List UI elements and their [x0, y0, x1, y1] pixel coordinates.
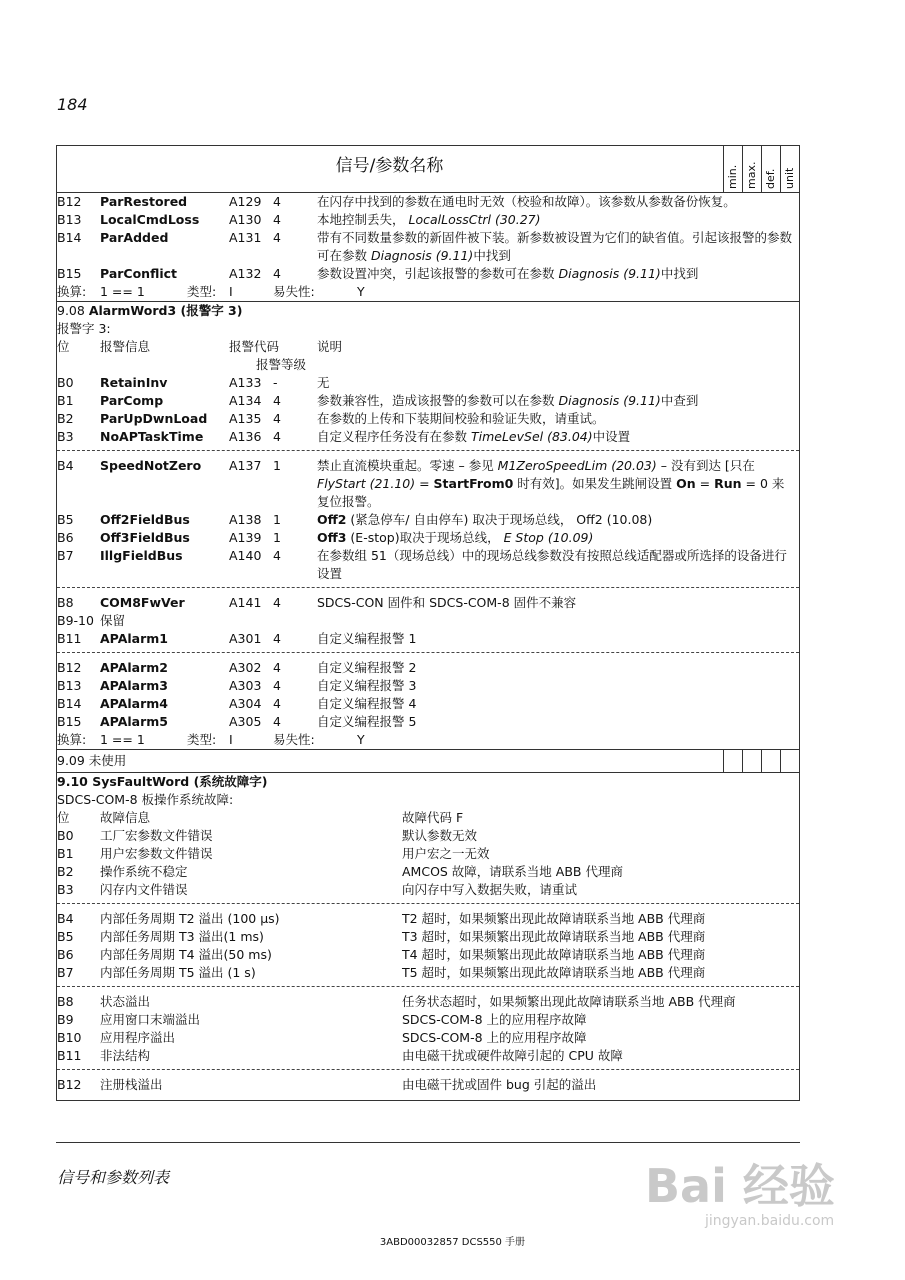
table-row: B6 内部任务周期 T4 溢出(50 ms) T4 超时，如果频繁出现此故障请联系当地 ABB 代理商: [57, 947, 706, 962]
table-row: B2 操作系统不稳定 AMCOS 故障，请联系当地 ABB 代理商: [57, 864, 623, 879]
table-row: B5 Off2FieldBus A138 1 Off2 (紧急停车/ 自由停车) 取决于现场总线， Off2 (10.08): [57, 512, 653, 527]
table-row: B7 内部任务周期 T5 溢出 (1 s) T5 超时，如果频繁出现此故障请联系当地 ABB 代理商: [57, 965, 706, 980]
conversion-row: 换算: 1 == 1 类型: I 易失性: Y: [57, 732, 365, 747]
footer-divider: [56, 1142, 800, 1143]
table-row: B2 ParUpDwnLoad A135 4 在参数的上传和下装期间校验和验证失败，请重试。: [57, 411, 605, 426]
table-row: B14 ParAdded A131 4 带有不同数量参数的新固件被下装。新参数被设置为它们的缺省值。引起该报警的参数可在参数 Diagnosis (9.11)中找到: [57, 230, 793, 263]
table-row: B0 工厂宏参数文件错误 默认参数无效: [57, 828, 478, 843]
table-row: B1 ParComp A134 4 参数兼容性，造成该报警的参数可以在参数 Diagnosis (9.11)中查到: [57, 393, 699, 408]
unused-section: 9.09 未使用: [57, 749, 799, 772]
conversion-row: 换算: 1 == 1 类型: I 易失性: Y: [57, 284, 365, 299]
col-max: max.: [742, 146, 761, 192]
table-header: [57, 146, 799, 193]
table-title: 信号/参数名称: [335, 156, 444, 176]
alarmword2-tail: [57, 193, 799, 301]
table-row: B6 Off3FieldBus A139 1 Off3 (E-stop)取决于现场总线， E Stop (10.09): [57, 530, 594, 545]
table-row: B11 非法结构 由电磁干扰或硬件故障引起的 CPU 故障: [57, 1048, 623, 1063]
column-headers: 位 报警信息 报警代码 说明: [57, 339, 343, 354]
section-title: 9.08 AlarmWord3 (报警字 3): [57, 303, 243, 318]
table-row: B0 RetainInv A133 - 无: [57, 375, 330, 390]
table-row: B1 用户宏参数文件错误 用户宏之一无效: [57, 846, 490, 861]
table-row: B13 LocalCmdLoss A130 4 本地控制丢失， LocalLossCtrl (30.27): [57, 212, 541, 227]
table-row: B7 IllgFieldBus A140 4 在参数组 51（现场总线）中的现场总线参数没有按照总线适配器或所选择的设备进行设置: [57, 548, 787, 581]
section-title: 9.10 SysFaultWord (系统故障字): [57, 774, 268, 789]
footer-title: 信号和参数列表: [57, 1168, 170, 1187]
table-row: B4 内部任务周期 T2 溢出 (100 µs) T2 超时，如果频繁出现此故障请联系当地 ABB 代理商: [57, 911, 706, 926]
alarmword3-section: 9.08 AlarmWord3 (报警字 3) 报警字 3: 位 报警信息 报警代码 说明 报警等级 B0 RetainInv A133 - 无 B1 ParComp A134 4 参数兼容性，造成该报警的参数可以在参数 Diagnosis (9.11)中查到 B2 ParUpDwnLoad A135 4 在参数的上传和下装期间校验和验证失败，请重试。 B3 NoAPTaskTime A136 4 自定义程序任务没有在参数 TimeLevSel (83.04)中设置 B4 SpeedNotZero A137 1 禁止直流模块重起。零速 – 参见 M1ZeroSpeedLim (20.03) – 没有到达 [只在 FlyStart (21.10) = StartFrom0 时有效]。如果发生跳闸设置 On = Run = 0 来复位报警。 B5 Off2FieldBus A138 1 Off2 (紧急停车/ 自由停车) 取决于现场总线， Off2 (10.08) B6 Off3FieldBus A139 1 Off3 (E-stop)取决于现场总线， E Stop (10.09) B7 IllgFieldBus A140 4 在参数组 51（现场总线）中的现场总线参数没有按照总线适配器或所选择的设备进行设置 B8 COM8FwVer A141 4 SDCS-CON 固件和 SDCS-COM-8 固件不兼容 B9-10 保留 B11 APAlarm1 A301 4 自定义编程报警 1 B12 APAlarm2 A302 4 自定义编程报警 2 B13 APAlarm3 A303 4 自定义编程报警 3 B14 APAlarm4 A304 4 自定义编程报警 4 B15 APAlarm5 A305 4 自定义编程报警 5 换算: 1 == 1 类型: I 易失性: Y: [57, 301, 799, 749]
table-row: B12 ParRestored A129 4 在闪存中找到的参数在通电时无效（校验和故障）。该参数从参数备份恢复。: [57, 194, 736, 209]
watermark-logo: Bai 经验: [645, 1159, 835, 1213]
column-headers: 位 故障信息 故障代码 F: [57, 810, 464, 825]
document-id: 3ABD00032857 DCS550 手册: [379, 1237, 526, 1248]
table-row: B15 APAlarm5 A305 4 自定义编程报警 5: [57, 714, 417, 729]
header-columns: [723, 146, 799, 192]
table-row: B9 应用窗口末端溢出 SDCS-COM-8 上的应用程序故障: [57, 1012, 587, 1027]
table-row: B3 NoAPTaskTime A136 4 自定义程序任务没有在参数 TimeLevSel (83.04)中设置: [57, 429, 631, 444]
table-row: B12 APAlarm2 A302 4 自定义编程报警 2: [57, 660, 417, 675]
col-min: min.: [723, 146, 742, 192]
table-row: B4 SpeedNotZero A137 1 禁止直流模块重起。零速 – 参见 M1ZeroSpeedLim (20.03) – 没有到达 [只在 FlyStart (21.10) = StartFrom0 时有效]。如果发生跳闸设置 On = Run = 0 来复位报警。: [57, 458, 785, 509]
table-row: B9-10 保留: [57, 613, 126, 628]
table-row: B15 ParConflict A132 4 参数设置冲突，引起该报警的参数可在参数 Diagnosis (9.11)中找到: [57, 266, 699, 281]
table-row: B11 APAlarm1 A301 4 自定义编程报警 1: [57, 631, 417, 646]
parameter-table: [56, 145, 800, 1101]
table-row: B8 状态溢出 任务状态超时，如果频繁出现此故障请联系当地 ABB 代理商: [57, 994, 736, 1009]
table-row: B14 APAlarm4 A304 4 自定义编程报警 4: [57, 696, 417, 711]
col-def: def.: [761, 146, 780, 192]
page-number: 184: [57, 95, 88, 114]
table-row: B3 闪存内文件错误 向闪存中写入数据失败，请重试: [57, 882, 578, 897]
table-row: B10 应用程序溢出 SDCS-COM-8 上的应用程序故障: [57, 1030, 587, 1045]
sysfaultword-section: 9.10 SysFaultWord (系统故障字) SDCS-COM-8 板操作系统故障: 位 故障信息 故障代码 F B0 工厂宏参数文件错误 默认参数无效 B1 用户宏参数文件错误 用户宏之一无效 B2 操作系统不稳定 AMCOS 故障，请联系当地 ABB 代理商 B3 闪存内文件错误 向闪存中写入数据失败，请重试 B4 内部任务周期 T2 溢出 (100 µs) T2 超时，如果频繁出现此故障请联系当地 ABB 代理商 B5 内部任务周期 T3 溢出(1 ms) T3 超时，如果频繁出现此故障请联系当地 ABB 代理商 B6 内部任务周期 T4 溢出(50 ms) T4 超时，如果频繁出现此故障请联系当地 ABB 代理商 B7 内部任务周期 T5 溢出 (1 s) T5 超时，如果频繁出现此故障请联系当地 ABB 代理商 B8 状态溢出 任务状态超时，如果频繁出现此故障请联系当地 ABB 代理商 B9 应用窗口末端溢出 SDCS-COM-8 上的应用程序故障 B10 应用程序溢出 SDCS-COM-8 上的应用程序故障 B11 非法结构 由电磁干扰或硬件故障引起的 CPU 故障 B12 注册栈溢出 由电磁干扰或固件 bug 引起的溢出: [57, 772, 799, 1100]
watermark-url: jingyan.baidu.com: [705, 1213, 835, 1229]
col-unit: unit: [780, 146, 799, 192]
table-row: B5 内部任务周期 T3 溢出(1 ms) T3 超时，如果频繁出现此故障请联系当地 ABB 代理商: [57, 929, 706, 944]
table-row: B8 COM8FwVer A141 4 SDCS-CON 固件和 SDCS-COM-8 固件不兼容: [57, 595, 577, 610]
table-row: B12 注册栈溢出 由电磁干扰或固件 bug 引起的溢出: [57, 1077, 597, 1092]
table-row: B13 APAlarm3 A303 4 自定义编程报警 3: [57, 678, 417, 693]
